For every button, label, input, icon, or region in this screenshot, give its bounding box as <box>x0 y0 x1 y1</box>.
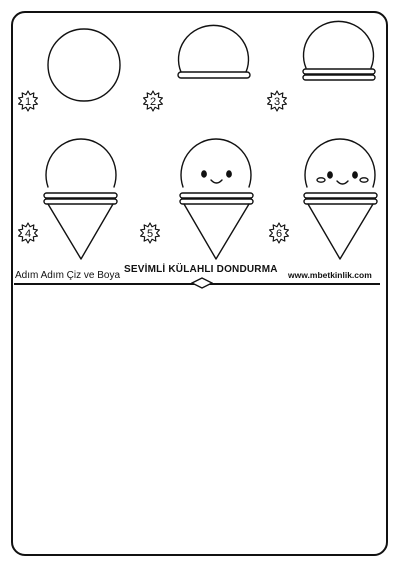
cone <box>308 204 373 259</box>
worksheet-title: SEVİMLİ KÜLAHLI DONDURMA <box>124 264 278 275</box>
step-4 <box>44 139 117 259</box>
step-number: 6 <box>275 228 283 240</box>
cone <box>48 204 113 259</box>
step-number: 4 <box>24 228 32 240</box>
step-number-badge <box>144 91 163 111</box>
step-number-badge <box>270 223 289 243</box>
smile <box>211 180 222 183</box>
ice-cream-scoop-circle <box>48 29 120 101</box>
footer-subtitle: Adım Adım Çiz ve Boya <box>15 270 121 281</box>
smile <box>337 181 348 184</box>
left-eye <box>328 172 332 178</box>
drawing-area[interactable] <box>14 290 380 550</box>
step-3 <box>303 21 375 80</box>
cone-rim-top <box>44 193 117 198</box>
right-eye <box>227 171 231 177</box>
cone <box>184 204 249 259</box>
cone-rim-bottom <box>303 75 375 80</box>
ice-cream-scoop-dome <box>304 21 374 68</box>
ice-cream-scoop-dome <box>179 25 249 72</box>
step-number: 1 <box>24 96 32 108</box>
cone-rim-bottom <box>304 199 377 204</box>
step-1 <box>48 29 120 101</box>
step-number: 5 <box>146 228 154 240</box>
step-2 <box>178 25 250 78</box>
divider-ornament <box>191 277 213 289</box>
right-cheek <box>360 178 368 182</box>
website-link[interactable]: www.mbetkinlik.com <box>288 270 372 280</box>
step-number: 2 <box>149 96 157 108</box>
step-5 <box>180 139 253 259</box>
step-number: 3 <box>273 96 281 108</box>
cone-rim-bottom <box>44 199 117 204</box>
cone-rim-top <box>303 69 375 74</box>
left-eye <box>202 171 206 177</box>
right-eye <box>353 172 357 178</box>
left-cheek <box>317 178 325 182</box>
ice-cream-scoop-dome <box>305 139 375 187</box>
cone-rim-top <box>180 193 253 198</box>
step-number-badge <box>19 91 38 111</box>
step-number-badge <box>141 223 160 243</box>
step-6 <box>304 139 377 259</box>
cone-rim-top <box>304 193 377 198</box>
ice-cream-scoop-dome <box>181 139 251 187</box>
cone-rim-bottom <box>180 199 253 204</box>
cone-rim <box>178 72 250 78</box>
step-number-badge <box>19 223 38 243</box>
step-number-badge <box>268 91 287 111</box>
ice-cream-scoop-dome <box>46 139 116 187</box>
